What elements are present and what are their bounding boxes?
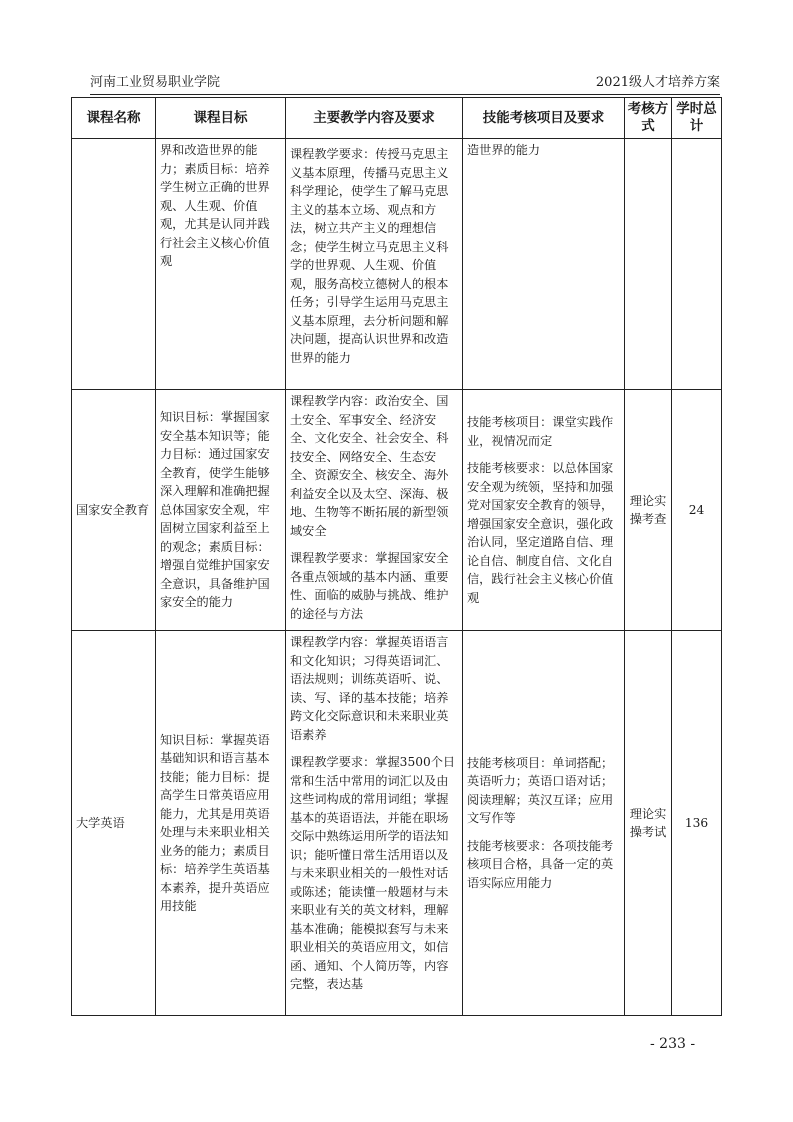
table-row	[72, 139, 722, 390]
course-name: 国家安全教育	[72, 390, 156, 631]
skill-requirement-text: 技能考核要求：各项技能考核项目合格，具备一定的英语实际应用能力	[467, 838, 614, 890]
teaching-requirement-text: 课程教学要求：掌握国家安全各重点领域的基本内涵、重要性、面临的威胁与挑战、维护的途径与方法	[290, 551, 449, 621]
skill-item-text: 技能考核项目：单词搭配；英语听力；英语口语对话；阅读理解；英汉互译；应用文写作等	[467, 755, 614, 826]
table-header-row	[72, 98, 722, 139]
header-doc-title: 2021级人才培养方案	[595, 75, 720, 90]
exam-method	[625, 139, 672, 390]
teaching-content	[286, 390, 463, 631]
course-goal-text: 界和改造世界的能力；素质目标：培养学生树立正确的世界观、人生观、价值观，尤其是认同并践行社会主义核心价值观	[160, 143, 270, 268]
col-header-course-name: 课程名称	[72, 98, 156, 139]
skill-assessment	[463, 390, 625, 631]
teaching-requirement-text: 课程教学要求：掌握3500个日常和生活中常用的词汇以及由这些词构成的常用词组；掌握基本的英语语法，并能在职场交际中熟练运用所学的语法知识；能听懂日常生活用语以及与未来职业相关的一般性对话或陈述；能读懂一般题材与未来职业有关的英文材料，理解基本准确；能模拟套写与未来职业相关的英语应用文，如信函、通知、个人简历等，内容完整，表达基	[290, 755, 456, 991]
teaching-content	[286, 139, 463, 390]
table-row	[72, 631, 722, 1016]
teaching-content-text: 课程教学内容：掌握英语语言和文化知识；习得英语词汇、语法规则；训练英语听、说、读、写、译的基本技能；培养跨文化交际意识和未来职业英语素养	[290, 635, 449, 742]
total-hours: 136	[672, 631, 722, 1016]
header-institution: 河南工业贸易职业学院	[90, 75, 221, 90]
course-goal	[156, 139, 286, 390]
skill-item-text: 技能考核项目：课堂实践作业，视情况而定	[467, 415, 614, 448]
course-goal	[156, 390, 286, 631]
teaching-content-text: 课程教学内容：政治安全、国土安全、军事安全、经济安全、文化安全、社会安全、科技安全、网络安全、生态安全、资源安全、核安全、海外利益安全以及太空、深海、极地、生物等不断拓展的新型领域安全	[290, 394, 449, 538]
skill-assessment	[463, 631, 625, 1016]
curriculum-table	[71, 97, 722, 1016]
total-hours: 24	[672, 390, 722, 631]
col-header-course-goal: 课程目标	[156, 98, 286, 139]
teaching-requirement-text: 课程教学要求：传授马克思主义基本原理，传播马克思主义科学理论，使学生了解马克思主义的基本立场、观点和方法，树立共产主义的理想信念；使学生树立马克思主义科学的世界观、人生观、价值观，服务高校立德树人的根本任务；引导学生运用马克思主义基本原理，去分析问题和解决问题，提高认识世界和改造世界的能力	[290, 147, 449, 365]
col-header-teaching-content: 主要教学内容及要求	[286, 98, 463, 139]
course-goal	[156, 631, 286, 1016]
skill-assessment	[463, 139, 625, 390]
course-goal-text: 知识目标：掌握英语基础知识和语言基本技能；能力目标：提高学生日常英语应用能力，尤其是用英语处理与未来职业相关业务的能力；素质目标：培养学生英语基本素养，提升英语应用技能	[160, 732, 270, 913]
skill-requirement-text: 技能考核要求：以总体国家安全观为统领，坚持和加强党对国家安全教育的领导，增强国家安全意识，强化政治认同，坚定道路自信、理论自信、制度自信、文化自信，践行社会主义核心价值观	[467, 461, 614, 605]
col-header-total-hours: 学时总计	[672, 98, 722, 139]
col-header-exam-method: 考核方式	[625, 98, 672, 139]
table-row	[72, 390, 722, 631]
col-header-skill-assessment: 技能考核项目及要求	[463, 98, 625, 139]
skill-item-text: 造世界的能力	[467, 143, 541, 157]
course-name	[72, 139, 156, 390]
course-goal-text: 知识目标：掌握国家安全基本知识等；能力目标：通过国家安全教育，使学生能够深入理解和准确把握总体国家安全观，牢固树立国家利益至上的观念；素质目标：增强自觉维护国家安全意识，具备维护国家安全的能力	[160, 410, 270, 610]
teaching-content	[286, 631, 463, 1016]
exam-method: 理论实操考查	[625, 390, 672, 631]
total-hours	[672, 139, 722, 390]
exam-method: 理论实操考试	[625, 631, 672, 1016]
page-number: - 233 -	[650, 1036, 696, 1052]
page-header	[90, 72, 720, 95]
course-name: 大学英语	[72, 631, 156, 1016]
